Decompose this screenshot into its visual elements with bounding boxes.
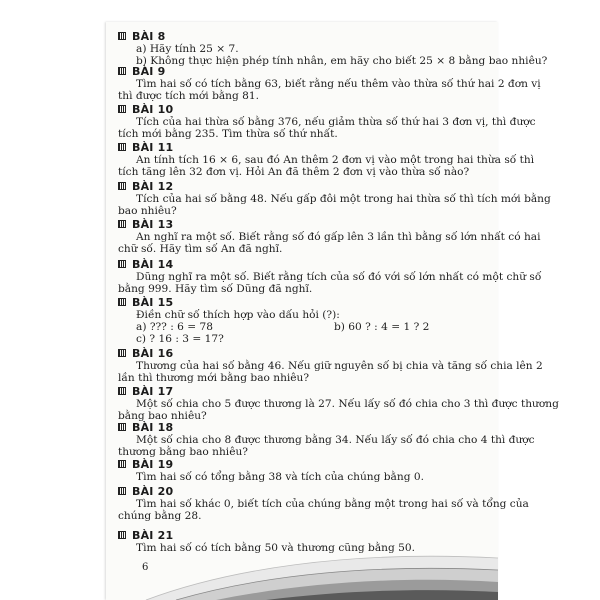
square-bullet-icon [118, 387, 126, 395]
problem-heading [118, 421, 173, 433]
problem-title: BÀI 12 [132, 179, 174, 193]
problem-text-line: a) Hãy tính 25 × 7. [136, 43, 239, 55]
square-bullet-icon [118, 143, 126, 151]
problem-title: BÀI 21 [132, 528, 174, 542]
square-bullet-icon [118, 67, 126, 75]
square-bullet-icon [118, 182, 126, 190]
problem-heading [118, 347, 173, 359]
square-bullet-icon [118, 298, 126, 306]
square-bullet-icon [118, 423, 126, 431]
problem-title: BÀI 11 [132, 140, 174, 154]
problem-title: BÀI 16 [132, 346, 174, 360]
problem-text-line: bằng bao nhiêu? [118, 410, 207, 422]
problem-text-line: Tìm hai số khác 0, biết tích của chúng bằng một trong hai số và tổng của [136, 498, 529, 510]
problem-text-line: Điền chữ số thích hợp vào dấu hỏi (?): [136, 309, 340, 321]
problem-title: BÀI 8 [132, 29, 166, 43]
problem-title: BÀI 13 [132, 217, 174, 231]
problem-title: BÀI 18 [132, 420, 174, 434]
problem-text-line: lần thì thương mới bằng bao nhiêu? [118, 372, 310, 384]
problem-heading [118, 141, 173, 153]
problem-text-line: Tìm hai số có tích bằng 63, biết rằng nếu thêm vào thừa số thứ hai 2 đơn vị [136, 78, 541, 90]
problem-text-line: chữ số. Hãy tìm số An đã nghĩ. [118, 243, 283, 255]
problem-text-line: An tính tích 16 × 6, sau đó An thêm 2 đơn vị vào một trong hai thừa số thì [136, 154, 535, 166]
square-bullet-icon [118, 460, 126, 468]
problem-title: BÀI 9 [132, 64, 166, 78]
problem-heading [118, 30, 165, 42]
problem-heading [118, 258, 173, 270]
square-bullet-icon [118, 487, 126, 495]
problem-title: BÀI 15 [132, 295, 174, 309]
problem-text-line: tích tăng lên 32 đơn vị. Hỏi An đã thêm 2 đơn vị vào thừa số nào? [118, 166, 470, 178]
problem-heading [118, 458, 173, 470]
problem-heading [118, 485, 173, 497]
problem-text-line: Tìm hai số có tích bằng 50 và thương cũng bằng 50. [136, 542, 415, 554]
problem-text-line: tích mới bằng 235. Tìm thừa số thứ nhất. [118, 128, 338, 140]
problem-text-line: b) Không thực hiện phép tính nhân, em hãy cho biết 25 × 8 bằng bao nhiêu? [136, 55, 548, 67]
problem-title: BÀI 19 [132, 457, 174, 471]
problem-text-line: Tích của hai số bằng 48. Nếu gấp đôi một trong hai thừa số thì tích mới bằng [136, 193, 551, 205]
problem-heading [118, 103, 173, 115]
problem-text-line: bằng 999. Hãy tìm số Dũng đã nghĩ. [118, 283, 313, 295]
problem-text-line: bao nhiêu? [118, 205, 177, 217]
problem-title: BÀI 14 [132, 257, 174, 271]
problem-heading [118, 65, 165, 77]
problem-text-line: thì được tích mới bằng 81. [118, 90, 259, 102]
problem-text-line: Tìm hai số có tổng bằng 38 và tích của chúng bằng 0. [136, 471, 424, 483]
problem-text-line: thương bằng bao nhiêu? [118, 446, 248, 458]
problem-heading [118, 296, 173, 308]
problem-title: BÀI 10 [132, 102, 174, 116]
problem-text-line: Dũng nghĩ ra một số. Biết rằng tích của số đó với số lớn nhất có một chữ số [136, 271, 542, 283]
problem-text-line: An nghĩ ra một số. Biết rằng số đó gấp lên 3 lần thì bằng số lớn nhất có hai [136, 231, 541, 243]
square-bullet-icon [118, 220, 126, 228]
problem-title: BÀI 17 [132, 384, 174, 398]
book-page [106, 22, 559, 600]
problem-heading [118, 218, 173, 230]
square-bullet-icon [118, 32, 126, 40]
problem-text-line: chúng bằng 28. [118, 510, 202, 522]
problem-title: BÀI 20 [132, 484, 174, 498]
sub-question-b: b) 60 ? : 4 = 1 ? 2 [334, 321, 430, 333]
square-bullet-icon [118, 260, 126, 268]
sub-question-c: c) ? 16 : 3 = 17? [136, 333, 224, 345]
sub-question-a: a) ??? : 6 = 78 [136, 321, 213, 333]
problem-text-line: Một số chia cho 8 được thương bằng 34. Nếu lấy số đó chia cho 4 thì được [136, 434, 535, 446]
square-bullet-icon [118, 349, 126, 357]
problem-text-line: Tích của hai thừa số bằng 376, nếu giảm thừa số thứ hai 3 đơn vị, thì được [136, 116, 536, 128]
problem-heading [118, 180, 173, 192]
problem-text-line: Thương của hai số bằng 46. Nếu giữ nguyên số bị chia và tăng số chia lên 2 [136, 360, 543, 372]
page-number: 6 [142, 562, 149, 573]
decorative-waves [106, 530, 498, 600]
problem-heading [118, 385, 173, 397]
square-bullet-icon [118, 105, 126, 113]
problem-text-line: Một số chia cho 5 được thương là 27. Nếu lấy số đó chia cho 3 thì được thương [136, 398, 559, 410]
